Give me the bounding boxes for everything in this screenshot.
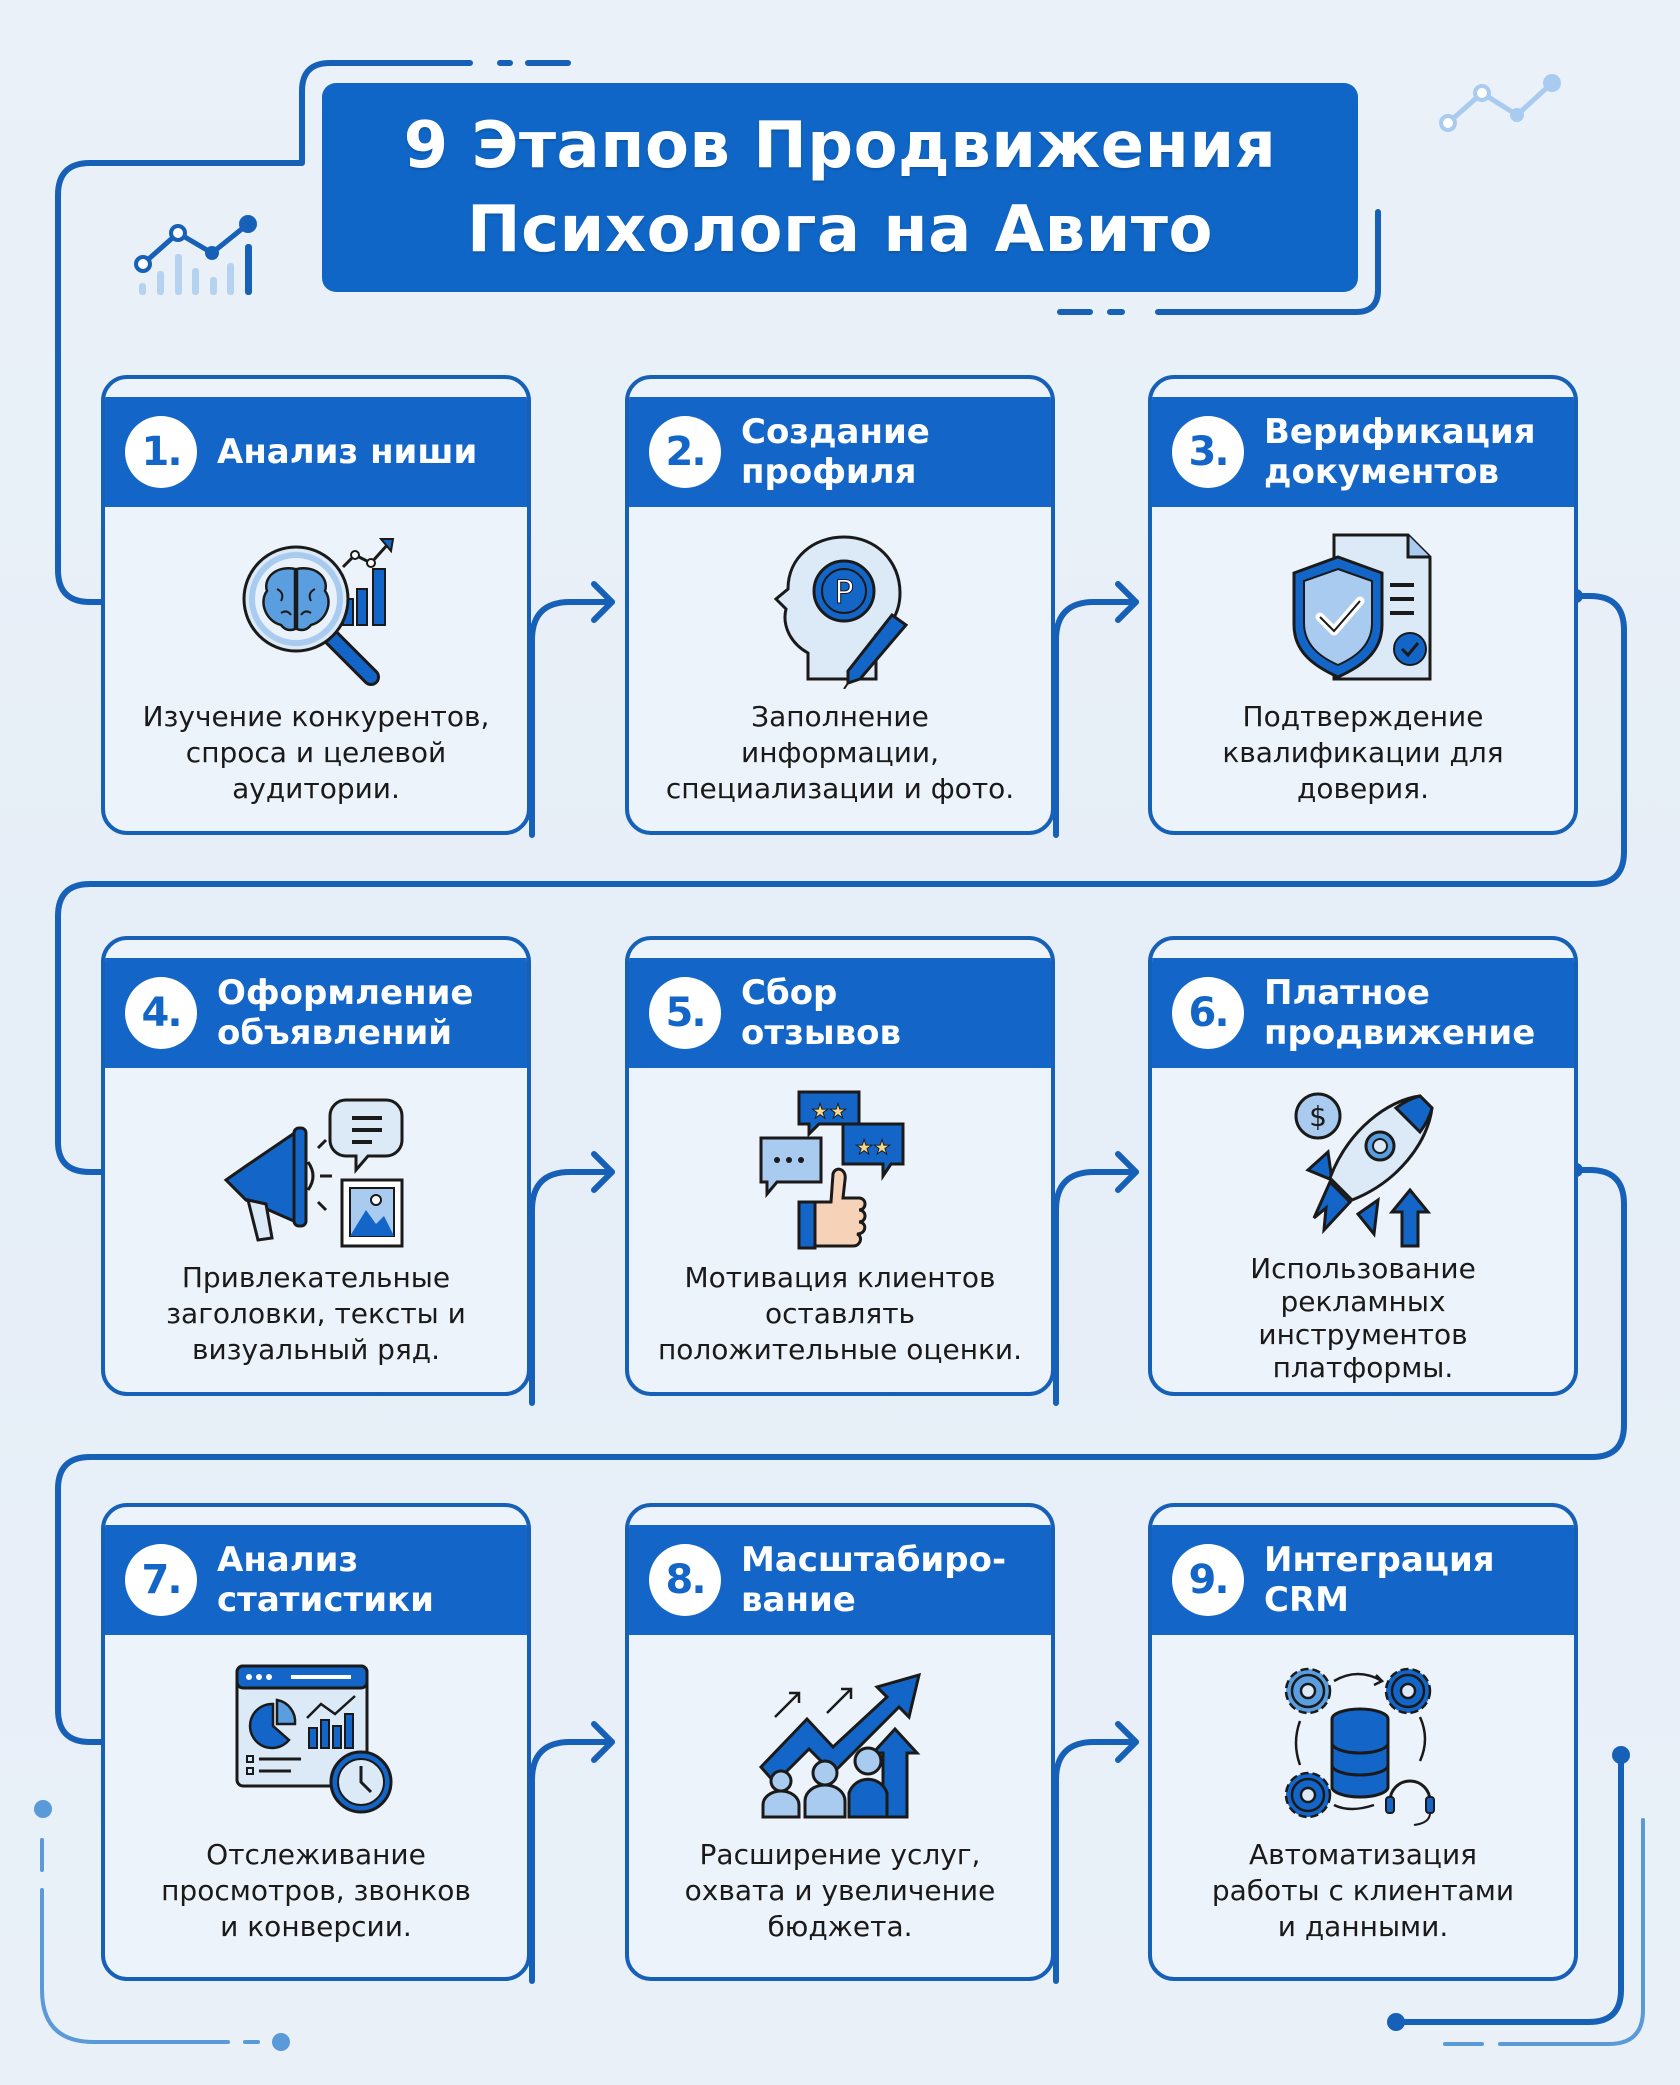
step-title: Создание профиля xyxy=(741,412,930,492)
step-header xyxy=(629,1525,1051,1635)
step-description: Расширение услуг, охвата и увеличение бюджета. xyxy=(684,1838,996,1943)
step-description: Подтверждение квалификации для доверия. xyxy=(1222,700,1504,805)
step-number-badge: 4. xyxy=(125,977,197,1049)
step-title: Масштабиро- вание xyxy=(741,1540,1007,1620)
title-line-2: Психолога на Авито xyxy=(467,192,1213,267)
step-title: Анализ ниши xyxy=(217,432,478,472)
step-description: Отслеживание просмотров, звонков и конверсии. xyxy=(161,1838,471,1943)
svg-text:P: P xyxy=(834,573,854,611)
shield-check-document-icon xyxy=(1152,529,1574,689)
step-header xyxy=(1152,958,1574,1068)
step-title: Оформление объявлений xyxy=(217,973,474,1053)
step-header xyxy=(105,958,527,1068)
rocket-dollar-icon xyxy=(1152,1090,1574,1250)
growth-arrow-people-icon xyxy=(629,1662,1051,1822)
step-description: Мотивация клиентов оставлять положительные оценки. xyxy=(657,1261,1023,1366)
step-card-6 xyxy=(1148,936,1578,1396)
step-card-7 xyxy=(101,1503,531,1981)
page-title xyxy=(322,83,1358,292)
step-header xyxy=(105,397,527,507)
step-description: Автоматизация работы с клиентами и данными. xyxy=(1211,1838,1515,1943)
head-profile-pen-icon xyxy=(629,529,1051,689)
step-card-2 xyxy=(625,375,1055,835)
step-header xyxy=(105,1525,527,1635)
step-number-badge: 8. xyxy=(649,1544,721,1616)
step-title: Интеграция CRM xyxy=(1264,1540,1495,1620)
step-description: Изучение конкурентов, спроса и целевой аудитории. xyxy=(142,700,490,805)
step-header xyxy=(1152,1525,1574,1635)
svg-text:$: $ xyxy=(1309,1100,1327,1133)
step-title: Сбор отзывов xyxy=(741,973,901,1053)
step-card-1 xyxy=(101,375,531,835)
step-header xyxy=(629,958,1051,1068)
step-card-9 xyxy=(1148,1503,1578,1981)
title-line-1: 9 Этапов Продвижения xyxy=(403,108,1277,183)
step-card-5 xyxy=(625,936,1055,1396)
step-header xyxy=(629,397,1051,507)
step-number-badge: 6. xyxy=(1172,977,1244,1049)
step-card-3 xyxy=(1148,375,1578,835)
step-description: Использование рекламных инструментов платформы. xyxy=(1250,1252,1476,1384)
step-title: Анализ статистики xyxy=(217,1540,434,1620)
step-card-4 xyxy=(101,936,531,1396)
step-number-badge: 3. xyxy=(1172,416,1244,488)
megaphone-image-icon xyxy=(105,1090,527,1250)
step-title: Платное продвижение xyxy=(1264,973,1536,1053)
svg-text:★★: ★★ xyxy=(811,1099,847,1123)
brain-magnifier-chart-icon xyxy=(105,529,527,689)
step-number-badge: 5. xyxy=(649,977,721,1049)
step-title: Верификация документов xyxy=(1264,412,1536,492)
step-description: Заполнение информации, специализации и фото. xyxy=(665,700,1015,805)
step-description: Привлекательные заголовки, тексты и визуальный ряд. xyxy=(166,1261,466,1366)
dashboard-clock-icon xyxy=(105,1662,527,1822)
step-number-badge: 7. xyxy=(125,1544,197,1616)
database-gears-headset-icon xyxy=(1152,1662,1574,1822)
step-number-badge: 9. xyxy=(1172,1544,1244,1616)
step-number-badge: 1. xyxy=(125,416,197,488)
reviews-thumbs-up-icon xyxy=(629,1090,1051,1250)
step-card-8 xyxy=(625,1503,1055,1981)
svg-text:★★: ★★ xyxy=(855,1135,891,1159)
step-number-badge: 2. xyxy=(649,416,721,488)
step-header xyxy=(1152,397,1574,507)
